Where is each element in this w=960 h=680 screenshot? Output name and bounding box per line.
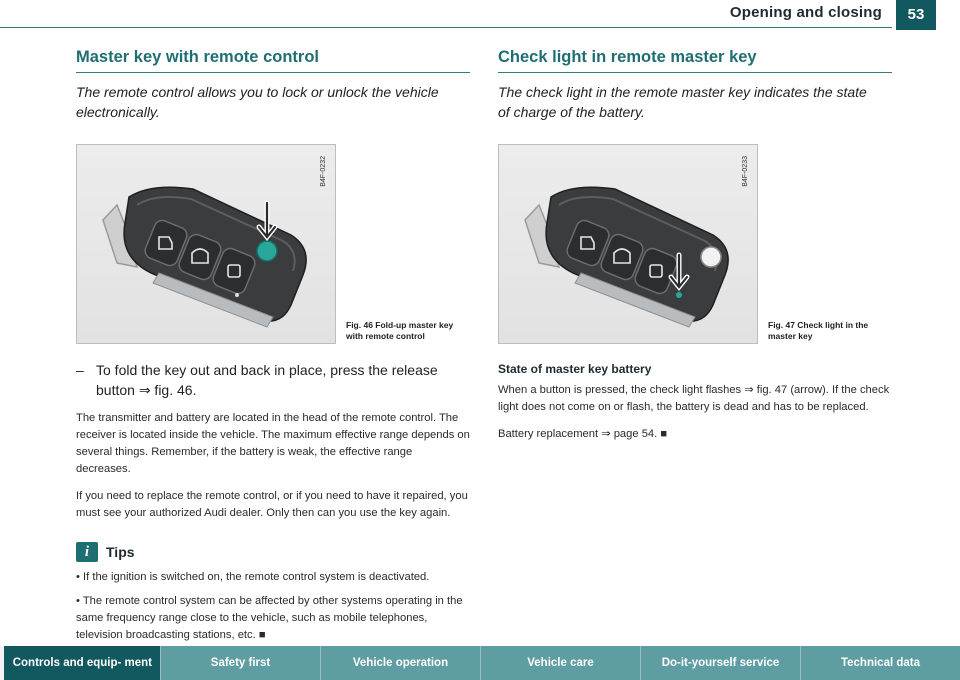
paragraph: If you need to replace the remote control, or if you need to have it repaired, you must see your authorized Audi dealer. Only then can you use the key again. <box>76 490 468 519</box>
figure-caption: Fig. 46 Fold-up master key with remote control <box>346 320 454 341</box>
paragraph: When a button is pressed, the check light flashes ⇒ fig. 47 (arrow). If the check light does not come on or flash, the battery is dead and has to be replaced. <box>498 384 890 413</box>
figure-image <box>76 144 336 344</box>
key-illustration <box>499 145 757 343</box>
section-intro: The check light in the remote master key indicates the state of charge of the battery. <box>498 84 867 120</box>
page-header <box>0 0 960 30</box>
tips-label: Tips <box>106 544 135 560</box>
tab-vehicle-care[interactable]: Vehicle care <box>481 646 641 680</box>
tab-controls-and-equipment[interactable]: Controls and equip- ment <box>4 646 161 680</box>
tab-safety-first[interactable]: Safety first <box>161 646 321 680</box>
tips-heading <box>76 542 470 562</box>
figure-caption: Fig. 47 Check light in the master key <box>768 320 869 341</box>
tab-do-it-yourself-service[interactable]: Do-it-yourself service <box>641 646 801 680</box>
figure-code: B4F-0233 <box>742 156 749 187</box>
chapter-tabs <box>0 646 960 680</box>
section-title-master-key: Master key with remote control <box>76 48 470 73</box>
section-intro: The remote control allows you to lock or unlock the vehicle electronically. <box>76 84 439 120</box>
chapter-title: Opening and closing <box>729 4 882 21</box>
instruction-step <box>76 360 470 400</box>
page-number: 53 <box>896 0 936 30</box>
paragraph: Battery replacement ⇒ page 54. ■ <box>498 428 668 440</box>
tab-vehicle-operation[interactable]: Vehicle operation <box>321 646 481 680</box>
subsection-title: State of master key battery <box>498 362 652 376</box>
key-illustration <box>77 145 335 343</box>
figure-47 <box>498 144 892 344</box>
figure-46 <box>76 144 470 344</box>
dash-marker: – <box>76 362 84 378</box>
paragraph: The transmitter and battery are located in the head of the remote control. The receiver is located inside the vehicle. The maximum effective range depends on several things. Remember, if the battery is weak, the effective range decreases. <box>76 412 470 475</box>
step-text: To fold the key out and back in place, press the release button ⇒ fig. 46. <box>96 362 438 398</box>
right-column <box>498 48 892 443</box>
section-title-check-light: Check light in remote master key <box>498 48 892 73</box>
figure-image <box>498 144 758 344</box>
info-icon: i <box>76 542 98 562</box>
tip-item: • If the ignition is switched on, the remote control system is deactivated. <box>76 571 430 583</box>
header-rule <box>0 27 892 28</box>
tip-item: • The remote control system can be affected by other systems operating in the same frequency range close to the vehicle, such as mobile telephones, television broadcasting stations, etc. ■ <box>76 595 463 641</box>
left-column <box>76 48 470 644</box>
figure-code: B4F-0232 <box>320 156 327 187</box>
tab-technical-data[interactable]: Technical data <box>801 646 960 680</box>
